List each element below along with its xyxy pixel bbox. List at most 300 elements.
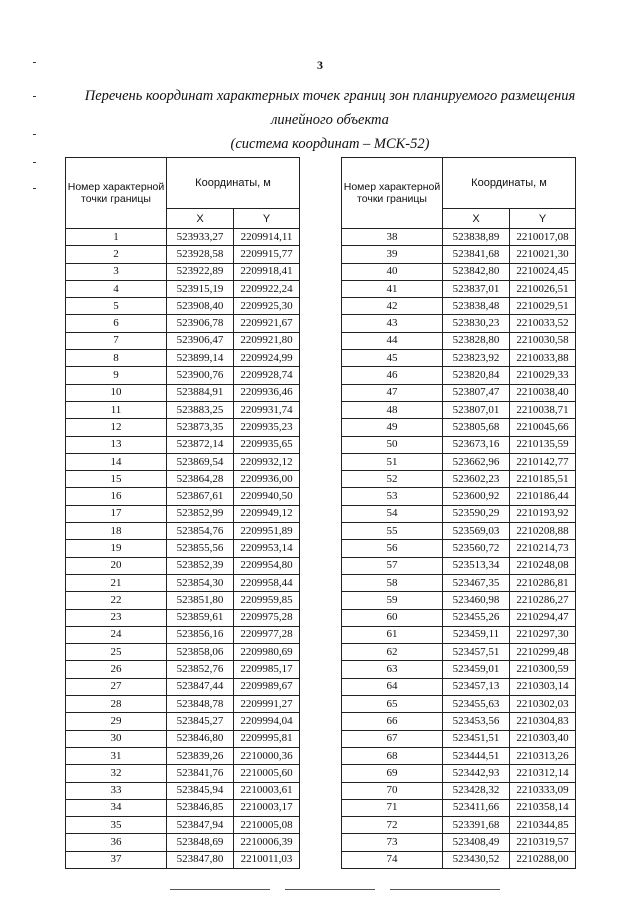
- x-coordinate-cell: 523837,01: [443, 280, 510, 297]
- point-number-header: Номер характерной точки границы: [66, 158, 167, 229]
- table-row: [66, 834, 300, 851]
- x-coordinate-cell: 523906,78: [167, 315, 234, 332]
- table-row: [66, 298, 300, 315]
- margin-mark: [33, 134, 36, 135]
- y-coordinate-cell: 2209954,80: [234, 557, 300, 574]
- table-row: [66, 713, 300, 730]
- table-row: [342, 263, 576, 280]
- table-row: [66, 350, 300, 367]
- point-number-cell: 32: [66, 765, 167, 782]
- y-coordinate-cell: 2209918,41: [234, 263, 300, 280]
- point-number-cell: 34: [66, 799, 167, 816]
- x-coordinate-cell: 523590,29: [443, 505, 510, 522]
- point-number-cell: 7: [66, 332, 167, 349]
- point-number-cell: 67: [342, 730, 443, 747]
- table-row: [66, 747, 300, 764]
- x-coordinate-cell: 523839,26: [167, 747, 234, 764]
- coordinates-header: Координаты, м: [443, 158, 576, 209]
- point-number-cell: 66: [342, 713, 443, 730]
- table-row: [66, 401, 300, 418]
- table-row: [342, 851, 576, 868]
- point-number-cell: 68: [342, 747, 443, 764]
- table-row: [342, 523, 576, 540]
- point-number-cell: 21: [66, 574, 167, 591]
- point-number-cell: 37: [66, 851, 167, 868]
- x-coordinate-cell: 523459,01: [443, 661, 510, 678]
- table-row: [342, 332, 576, 349]
- point-number-cell: 12: [66, 419, 167, 436]
- x-coordinate-cell: 523430,52: [443, 851, 510, 868]
- y-coordinate-cell: 2209924,99: [234, 350, 300, 367]
- point-number-cell: 44: [342, 332, 443, 349]
- x-coordinate-cell: 523805,68: [443, 419, 510, 436]
- point-number-cell: 61: [342, 626, 443, 643]
- table-row: [66, 523, 300, 540]
- x-coordinate-cell: 523883,25: [167, 401, 234, 418]
- x-coordinate-cell: 523845,94: [167, 782, 234, 799]
- table-row: [66, 644, 300, 661]
- x-coordinate-cell: 523852,99: [167, 505, 234, 522]
- point-number-cell: 58: [342, 574, 443, 591]
- x-coordinate-cell: 523842,80: [443, 263, 510, 280]
- y-coordinate-cell: 2210300,59: [510, 661, 576, 678]
- y-coordinate-cell: 2210299,48: [510, 644, 576, 661]
- table-row: [66, 453, 300, 470]
- table-row: [66, 678, 300, 695]
- y-coordinate-cell: 2209977,28: [234, 626, 300, 643]
- point-number-cell: 39: [342, 246, 443, 263]
- x-coordinate-cell: 523856,16: [167, 626, 234, 643]
- table-row: [66, 280, 300, 297]
- y-coordinate-cell: 2209915,77: [234, 246, 300, 263]
- y-coordinate-cell: 2210024,45: [510, 263, 576, 280]
- table-row: [342, 817, 576, 834]
- point-number-cell: 42: [342, 298, 443, 315]
- table-row: [342, 592, 576, 609]
- table-row: [66, 851, 300, 868]
- table-row: [66, 609, 300, 626]
- table-row: [342, 609, 576, 626]
- point-number-cell: 50: [342, 436, 443, 453]
- x-coordinate-cell: 523569,03: [443, 523, 510, 540]
- point-number-cell: 74: [342, 851, 443, 868]
- point-number-cell: 20: [66, 557, 167, 574]
- point-number-header: Номер характерной точки границы: [342, 158, 443, 229]
- y-coordinate-cell: 2210286,27: [510, 592, 576, 609]
- y-coordinate-cell: 2210297,30: [510, 626, 576, 643]
- point-number-cell: 17: [66, 505, 167, 522]
- table-row: [342, 384, 576, 401]
- point-number-cell: 13: [66, 436, 167, 453]
- table-row: [66, 799, 300, 816]
- x-coordinate-cell: 523928,58: [167, 246, 234, 263]
- y-coordinate-cell: 2210003,61: [234, 782, 300, 799]
- point-number-cell: 49: [342, 419, 443, 436]
- y-coordinate-cell: 2209914,11: [234, 229, 300, 246]
- table-row: [342, 696, 576, 713]
- y-coordinate-cell: 2210029,33: [510, 367, 576, 384]
- x-coordinate-cell: 523908,40: [167, 298, 234, 315]
- x-coordinate-cell: 523899,14: [167, 350, 234, 367]
- point-number-cell: 59: [342, 592, 443, 609]
- x-coordinate-cell: 523807,47: [443, 384, 510, 401]
- point-number-cell: 62: [342, 644, 443, 661]
- y-coordinate-cell: 2209995,81: [234, 730, 300, 747]
- y-header: Y: [510, 209, 576, 229]
- table-row: [66, 488, 300, 505]
- y-coordinate-cell: 2210313,26: [510, 747, 576, 764]
- table-row: [66, 332, 300, 349]
- footer-rule: [285, 889, 375, 890]
- y-coordinate-cell: 2210029,51: [510, 298, 576, 315]
- point-number-cell: 19: [66, 540, 167, 557]
- y-coordinate-cell: 2210248,08: [510, 557, 576, 574]
- point-number-cell: 29: [66, 713, 167, 730]
- y-coordinate-cell: 2210286,81: [510, 574, 576, 591]
- title-line-2: линейного объекта: [271, 112, 389, 128]
- y-coordinate-cell: 2210005,08: [234, 817, 300, 834]
- y-coordinate-cell: 2210208,88: [510, 523, 576, 540]
- point-number-cell: 35: [66, 817, 167, 834]
- y-coordinate-cell: 2210033,88: [510, 350, 576, 367]
- x-coordinate-cell: 523846,80: [167, 730, 234, 747]
- table-row: [66, 419, 300, 436]
- x-coordinate-cell: 523841,68: [443, 246, 510, 263]
- table-row: [66, 557, 300, 574]
- y-coordinate-cell: 2209921,80: [234, 332, 300, 349]
- x-coordinate-cell: 523455,26: [443, 609, 510, 626]
- y-coordinate-cell: 2209922,24: [234, 280, 300, 297]
- y-coordinate-cell: 2210038,71: [510, 401, 576, 418]
- y-coordinate-cell: 2210303,14: [510, 678, 576, 695]
- table-row: [342, 540, 576, 557]
- point-number-cell: 72: [342, 817, 443, 834]
- y-coordinate-cell: 2209936,00: [234, 471, 300, 488]
- table-row: [66, 730, 300, 747]
- table-row: [66, 436, 300, 453]
- point-number-cell: 70: [342, 782, 443, 799]
- left-table-body: [66, 229, 300, 869]
- table-row: [342, 419, 576, 436]
- table-row: [342, 713, 576, 730]
- margin-mark: [33, 162, 36, 163]
- x-coordinate-cell: 523854,76: [167, 523, 234, 540]
- y-coordinate-cell: 2210005,60: [234, 765, 300, 782]
- x-header: X: [443, 209, 510, 229]
- y-coordinate-cell: 2209935,65: [234, 436, 300, 453]
- title-line-3: (система координат – МСК-52): [230, 136, 430, 152]
- page-number: 3: [317, 58, 323, 72]
- point-number-cell: 43: [342, 315, 443, 332]
- coordinates-table-left: [65, 157, 300, 869]
- table-row: [342, 298, 576, 315]
- table-row: [66, 505, 300, 522]
- x-coordinate-cell: 523848,69: [167, 834, 234, 851]
- point-number-cell: 2: [66, 246, 167, 263]
- footer-rule: [170, 889, 270, 890]
- y-coordinate-cell: 2210000,36: [234, 747, 300, 764]
- x-coordinate-cell: 523852,76: [167, 661, 234, 678]
- y-coordinate-cell: 2209935,23: [234, 419, 300, 436]
- y-coordinate-cell: 2210011,03: [234, 851, 300, 868]
- x-coordinate-cell: 523933,27: [167, 229, 234, 246]
- x-coordinate-cell: 523459,11: [443, 626, 510, 643]
- table-row: [342, 765, 576, 782]
- x-coordinate-cell: 523830,23: [443, 315, 510, 332]
- table-row: [66, 817, 300, 834]
- x-coordinate-cell: 523662,96: [443, 453, 510, 470]
- y-coordinate-cell: 2210333,09: [510, 782, 576, 799]
- x-coordinate-cell: 523451,51: [443, 730, 510, 747]
- x-coordinate-cell: 523560,72: [443, 540, 510, 557]
- point-number-cell: 54: [342, 505, 443, 522]
- x-coordinate-cell: 523600,92: [443, 488, 510, 505]
- y-coordinate-cell: 2209928,74: [234, 367, 300, 384]
- point-number-cell: 46: [342, 367, 443, 384]
- table-row: [66, 471, 300, 488]
- document-title: [40, 84, 620, 156]
- point-number-cell: 40: [342, 263, 443, 280]
- x-coordinate-cell: 523828,80: [443, 332, 510, 349]
- y-coordinate-cell: 2210135,59: [510, 436, 576, 453]
- x-coordinate-cell: 523807,01: [443, 401, 510, 418]
- x-coordinate-cell: 523847,44: [167, 678, 234, 695]
- y-coordinate-cell: 2209940,50: [234, 488, 300, 505]
- table-row: [66, 661, 300, 678]
- point-number-cell: 48: [342, 401, 443, 418]
- x-coordinate-cell: 523391,68: [443, 817, 510, 834]
- x-coordinate-cell: 523852,39: [167, 557, 234, 574]
- table-row: [66, 384, 300, 401]
- y-coordinate-cell: 2210030,58: [510, 332, 576, 349]
- y-coordinate-cell: 2210021,30: [510, 246, 576, 263]
- y-coordinate-cell: 2210045,66: [510, 419, 576, 436]
- x-coordinate-cell: 523457,13: [443, 678, 510, 695]
- y-coordinate-cell: 2210288,00: [510, 851, 576, 868]
- x-coordinate-cell: 523460,98: [443, 592, 510, 609]
- coordinates-header: Координаты, м: [167, 158, 300, 209]
- table-row: [66, 229, 300, 246]
- point-number-cell: 55: [342, 523, 443, 540]
- y-coordinate-cell: 2210186,44: [510, 488, 576, 505]
- x-coordinate-cell: 523457,51: [443, 644, 510, 661]
- x-coordinate-cell: 523858,06: [167, 644, 234, 661]
- x-coordinate-cell: 523453,56: [443, 713, 510, 730]
- table-row: [342, 315, 576, 332]
- table-row: [66, 592, 300, 609]
- y-coordinate-cell: 2210003,17: [234, 799, 300, 816]
- point-number-cell: 30: [66, 730, 167, 747]
- point-number-cell: 53: [342, 488, 443, 505]
- x-coordinate-cell: 523900,76: [167, 367, 234, 384]
- y-coordinate-cell: 2210026,51: [510, 280, 576, 297]
- x-coordinate-cell: 523884,91: [167, 384, 234, 401]
- x-coordinate-cell: 523847,94: [167, 817, 234, 834]
- x-coordinate-cell: 523411,66: [443, 799, 510, 816]
- table-row: [342, 644, 576, 661]
- x-header: X: [167, 209, 234, 229]
- point-number-cell: 6: [66, 315, 167, 332]
- table-row: [342, 367, 576, 384]
- table-row: [342, 505, 576, 522]
- table-row: [66, 696, 300, 713]
- y-coordinate-cell: 2210302,03: [510, 696, 576, 713]
- margin-mark: [33, 62, 36, 63]
- point-number-cell: 10: [66, 384, 167, 401]
- x-coordinate-cell: 523873,35: [167, 419, 234, 436]
- x-coordinate-cell: 523467,35: [443, 574, 510, 591]
- y-coordinate-cell: 2210294,47: [510, 609, 576, 626]
- table-row: [66, 574, 300, 591]
- x-coordinate-cell: 523442,93: [443, 765, 510, 782]
- point-number-cell: 73: [342, 834, 443, 851]
- x-coordinate-cell: 523455,63: [443, 696, 510, 713]
- y-coordinate-cell: 2209949,12: [234, 505, 300, 522]
- y-coordinate-cell: 2210319,57: [510, 834, 576, 851]
- table-row: [342, 799, 576, 816]
- point-number-cell: 69: [342, 765, 443, 782]
- x-coordinate-cell: 523408,49: [443, 834, 510, 851]
- table-row: [66, 782, 300, 799]
- margin-mark: [33, 96, 36, 97]
- table-row: [342, 574, 576, 591]
- y-coordinate-cell: 2210006,39: [234, 834, 300, 851]
- point-number-cell: 36: [66, 834, 167, 851]
- point-number-cell: 51: [342, 453, 443, 470]
- point-number-cell: 15: [66, 471, 167, 488]
- x-coordinate-cell: 523428,32: [443, 782, 510, 799]
- x-coordinate-cell: 523906,47: [167, 332, 234, 349]
- y-coordinate-cell: 2210193,92: [510, 505, 576, 522]
- table-row: [342, 453, 576, 470]
- x-coordinate-cell: 523872,14: [167, 436, 234, 453]
- x-coordinate-cell: 523838,89: [443, 229, 510, 246]
- table-row: [342, 730, 576, 747]
- x-coordinate-cell: 523851,80: [167, 592, 234, 609]
- point-number-cell: 52: [342, 471, 443, 488]
- x-coordinate-cell: 523513,34: [443, 557, 510, 574]
- right-table-body: [342, 229, 576, 869]
- y-coordinate-cell: 2209921,67: [234, 315, 300, 332]
- table-row: [342, 661, 576, 678]
- point-number-cell: 63: [342, 661, 443, 678]
- point-number-cell: 41: [342, 280, 443, 297]
- point-number-cell: 23: [66, 609, 167, 626]
- x-coordinate-cell: 523838,48: [443, 298, 510, 315]
- y-coordinate-cell: 2209980,69: [234, 644, 300, 661]
- point-number-cell: 8: [66, 350, 167, 367]
- y-coordinate-cell: 2210214,73: [510, 540, 576, 557]
- x-coordinate-cell: 523922,89: [167, 263, 234, 280]
- y-coordinate-cell: 2209953,14: [234, 540, 300, 557]
- y-coordinate-cell: 2210344,85: [510, 817, 576, 834]
- x-coordinate-cell: 523864,28: [167, 471, 234, 488]
- point-number-cell: 16: [66, 488, 167, 505]
- table-row: [66, 765, 300, 782]
- point-number-cell: 38: [342, 229, 443, 246]
- margin-mark: [33, 188, 36, 189]
- x-coordinate-cell: 523444,51: [443, 747, 510, 764]
- table-row: [342, 246, 576, 263]
- table-row: [66, 263, 300, 280]
- point-number-cell: 25: [66, 644, 167, 661]
- table-row: [342, 401, 576, 418]
- table-row: [342, 782, 576, 799]
- point-number-cell: 64: [342, 678, 443, 695]
- y-coordinate-cell: 2210017,08: [510, 229, 576, 246]
- point-number-cell: 26: [66, 661, 167, 678]
- point-number-cell: 28: [66, 696, 167, 713]
- point-number-cell: 11: [66, 401, 167, 418]
- point-number-cell: 24: [66, 626, 167, 643]
- x-coordinate-cell: 523854,30: [167, 574, 234, 591]
- table-row: [342, 557, 576, 574]
- x-coordinate-cell: 523823,92: [443, 350, 510, 367]
- x-coordinate-cell: 523915,19: [167, 280, 234, 297]
- x-coordinate-cell: 523846,85: [167, 799, 234, 816]
- table-row: [342, 471, 576, 488]
- point-number-cell: 5: [66, 298, 167, 315]
- table-row: [342, 678, 576, 695]
- title-line-1: Перечень координат характерных точек границ зон планируемого размещения: [84, 88, 576, 104]
- point-number-cell: 9: [66, 367, 167, 384]
- table-row: [66, 367, 300, 384]
- y-coordinate-cell: 2210185,51: [510, 471, 576, 488]
- y-coordinate-cell: 2209925,30: [234, 298, 300, 315]
- point-number-cell: 71: [342, 799, 443, 816]
- table-row: [66, 315, 300, 332]
- point-number-cell: 1: [66, 229, 167, 246]
- y-coordinate-cell: 2209989,67: [234, 678, 300, 695]
- table-row: [342, 229, 576, 246]
- y-coordinate-cell: 2209936,46: [234, 384, 300, 401]
- y-coordinate-cell: 2210303,40: [510, 730, 576, 747]
- y-coordinate-cell: 2209985,17: [234, 661, 300, 678]
- y-coordinate-cell: 2210033,52: [510, 315, 576, 332]
- table-row: [342, 436, 576, 453]
- point-number-cell: 27: [66, 678, 167, 695]
- y-coordinate-cell: 2210312,14: [510, 765, 576, 782]
- x-coordinate-cell: 523847,80: [167, 851, 234, 868]
- point-number-cell: 3: [66, 263, 167, 280]
- y-coordinate-cell: 2209994,04: [234, 713, 300, 730]
- point-number-cell: 56: [342, 540, 443, 557]
- y-coordinate-cell: 2209991,27: [234, 696, 300, 713]
- table-row: [342, 626, 576, 643]
- table-row: [66, 246, 300, 263]
- table-row: [342, 747, 576, 764]
- y-coordinate-cell: 2210142,77: [510, 453, 576, 470]
- point-number-cell: 22: [66, 592, 167, 609]
- y-coordinate-cell: 2210358,14: [510, 799, 576, 816]
- point-number-cell: 14: [66, 453, 167, 470]
- y-coordinate-cell: 2210038,40: [510, 384, 576, 401]
- point-number-cell: 4: [66, 280, 167, 297]
- footer-rule: [390, 889, 500, 890]
- coordinates-table-right: [341, 157, 576, 869]
- x-coordinate-cell: 523845,27: [167, 713, 234, 730]
- point-number-cell: 31: [66, 747, 167, 764]
- table-row: [342, 280, 576, 297]
- point-number-cell: 65: [342, 696, 443, 713]
- y-coordinate-cell: 2209951,89: [234, 523, 300, 540]
- table-row: [66, 626, 300, 643]
- y-coordinate-cell: 2209931,74: [234, 401, 300, 418]
- point-number-cell: 18: [66, 523, 167, 540]
- table-row: [342, 488, 576, 505]
- y-header: Y: [234, 209, 300, 229]
- y-coordinate-cell: 2209959,85: [234, 592, 300, 609]
